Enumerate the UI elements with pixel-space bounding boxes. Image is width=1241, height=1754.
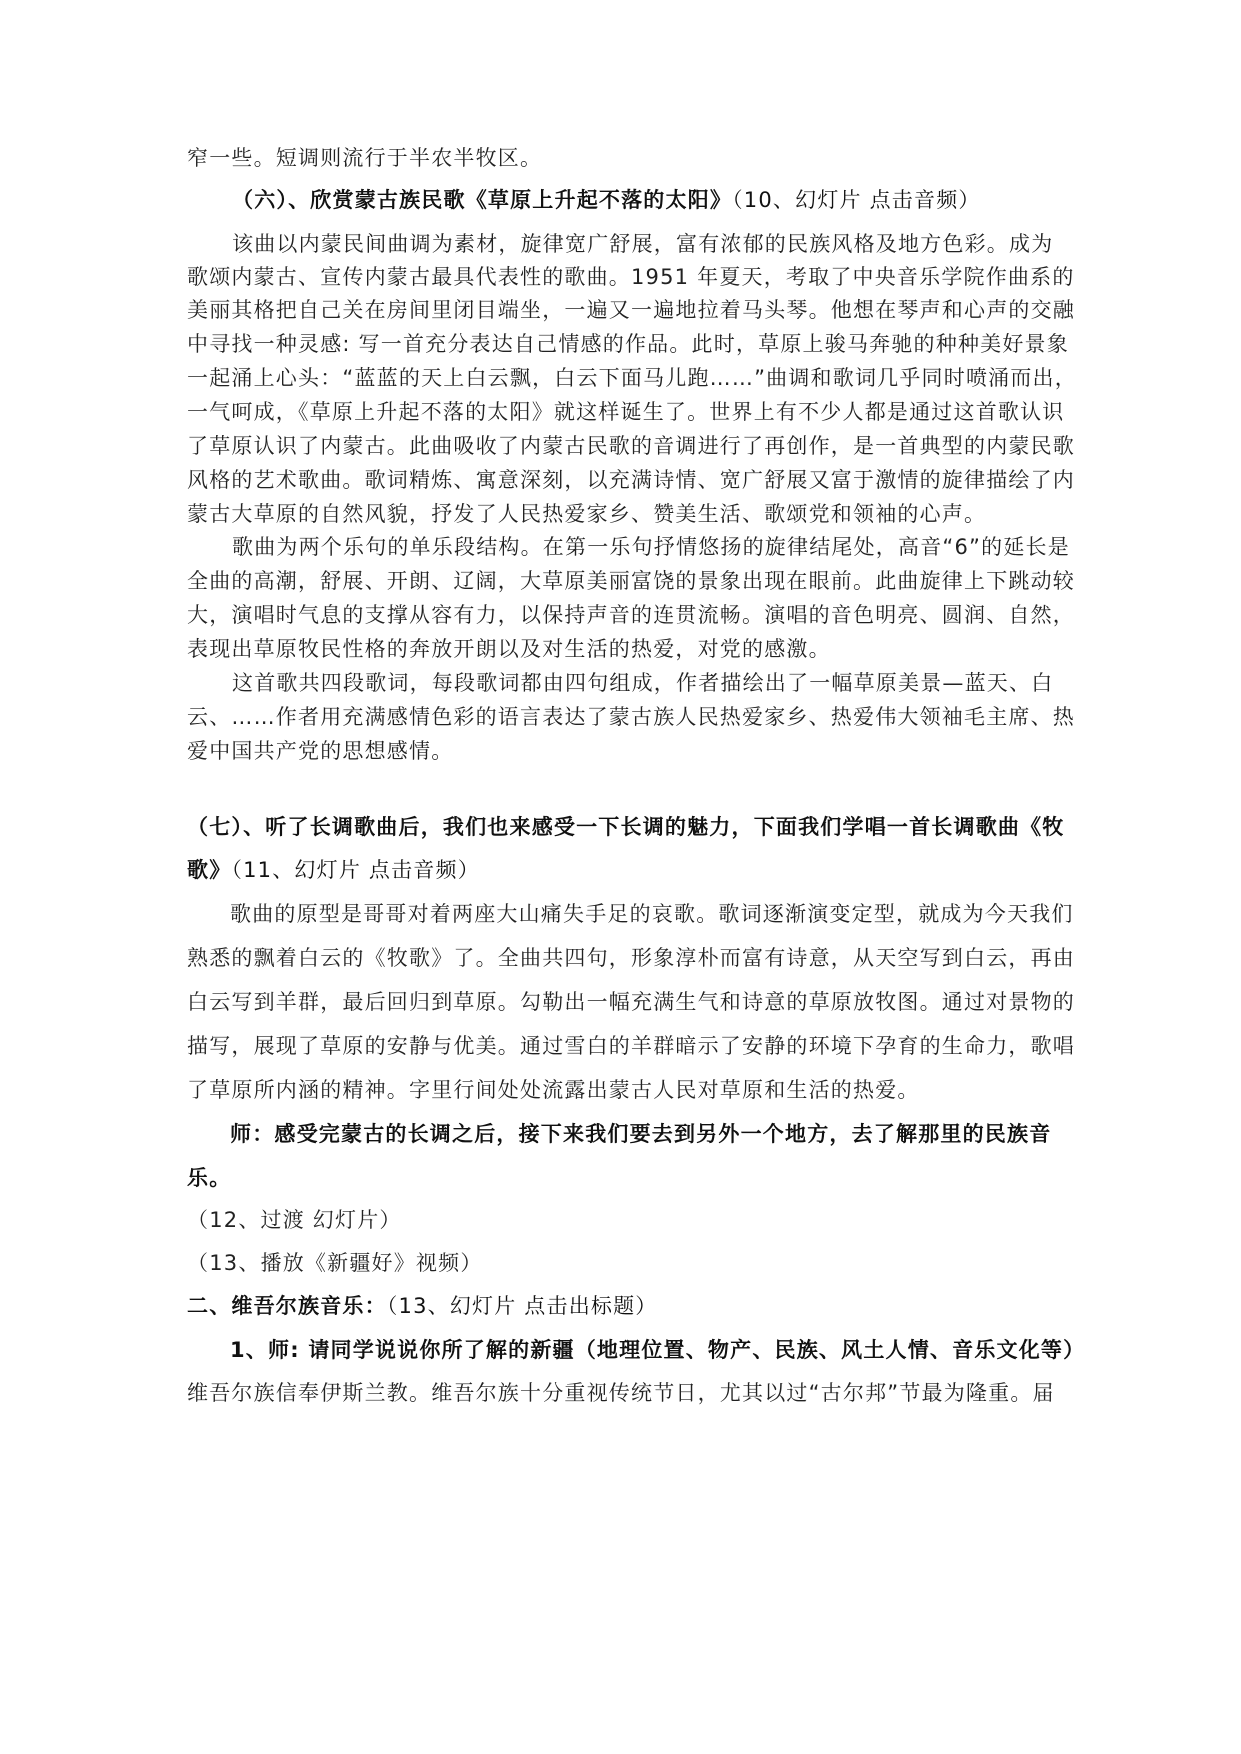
paragraph-line: 该曲以内蒙民间曲调为素材，旋律宽广舒展，富有浓郁的民族风格及地方色彩。成为	[232, 232, 1054, 256]
paragraph-line: 了草原所内涵的精神。字里行间处处流露出蒙古人民对草原和生活的热爱。	[187, 1078, 920, 1102]
paragraph-line: 一气呵成，《草原上升起不落的太阳》就这样诞生了。世界上有不少人都是通过这首歌认识	[187, 400, 1065, 424]
paragraph-line: 描写，展现了草原的安静与优美。通过雪白的羊群暗示了安静的环境下孕育的生命力，歌唱	[187, 1034, 1075, 1058]
teacher-line: 师：感受完蒙古的长调之后，接下来我们要去到另外一个地方，去了解那里的民族音	[230, 1122, 1052, 1146]
paragraph-line: 维吾尔族信奉伊斯兰教。维吾尔族十分重视传统节日，尤其以过“古尔邦”节最为隆重。届	[187, 1381, 1055, 1405]
paragraph-line: 中寻找一种灵感: 写一首充分表达自己情感的作品。此时，草原上骏马奔驰的种种美好景象	[187, 332, 1069, 356]
section-heading-2-note: （13、幻灯片 点击出标题）	[386, 1294, 658, 1318]
section-heading-6-note: （10、幻灯片 点击音频）	[732, 188, 981, 212]
section-heading-2-title: 二、维吾尔族音乐：	[187, 1294, 387, 1318]
section-heading-7: （七）、听了长调歌曲后，我们也来感受一下长调的魅力，下面我们学唱一首长调歌曲《牧	[187, 815, 1065, 839]
section-heading-7-title-end: 歌》	[187, 858, 232, 882]
paragraph-line: 美丽其格把自己关在房间里闭目端坐，一遍又一遍地拉着马头琴。他想在琴声和心声的交融	[187, 298, 1075, 322]
paragraph-line: 蒙古大草原的自然风貌，抒发了人民热爱家乡、赞美生活、歌颂党和领袖的心声。	[187, 502, 987, 526]
section-heading-2	[187, 1291, 1057, 1321]
paragraph-line: 了草原认识了内蒙古。此曲吸收了内蒙古民歌的音调进行了再创作，是一首典型的内蒙民歌	[187, 434, 1075, 458]
paragraph-line: 白云写到羊群，最后回归到草原。勾勒出一幅充满生气和诗意的草原放牧图。通过对景物的	[187, 990, 1075, 1014]
question-line: 1、师: 请同学说说你所了解的新疆（地理位置、物产、民族、风土人情、音乐文化等）	[230, 1338, 1086, 1362]
paragraph-line: 全曲的高潮，舒展、开朗、辽阔，大草原美丽富饶的景象出现在眼前。此曲旋律上下跳动较	[187, 569, 1075, 593]
paragraph-line: 大，演唱时气息的支撑从容有力，以保持声音的连贯流畅。演唱的音色明亮、圆润、自然，	[187, 603, 1075, 627]
paragraph-line: 云、……作者用充满感情色彩的语言表达了蒙古族人民热爱家乡、热爱伟大领袖毛主席、热	[187, 705, 1075, 729]
paragraph-line: 风格的艺术歌曲。歌词精炼、寓意深刻，以充满诗情、宽广舒展又富于激情的旋律描绘了内	[187, 468, 1075, 492]
paragraph-line: 熟悉的飘着白云的《牧歌》了。全曲共四句，形象淳朴而富有诗意，从天空写到白云，再由	[187, 946, 1075, 970]
slide-note: （13、播放《新疆好》视频）	[187, 1251, 483, 1275]
paragraph-line: 一起涌上心头：“蓝蓝的天上白云飘，白云下面马儿跑……”曲调和歌词几乎同时喷涌而出，	[187, 366, 1077, 390]
paragraph-line: 歌曲的原型是哥哥对着两座大山痛失手足的哀歌。歌词逐渐演变定型，就成为今天我们	[230, 902, 1074, 926]
paragraph-line: 歌颂内蒙古、宣传内蒙古最具代表性的歌曲。1951 年夏天，考取了中央音乐学院作曲系的	[187, 265, 1075, 289]
paragraph-line: 这首歌共四段歌词，每段歌词都由四句组成，作者描绘出了一幅草原美景—蓝天、白	[232, 671, 1054, 695]
paragraph-line: 表现出草原牧民性格的奔放开朗以及对生活的热爱，对党的感激。	[187, 637, 831, 661]
section-heading-6	[232, 185, 1057, 215]
paragraph-line: 爱中国共产党的思想感情。	[187, 739, 454, 763]
slide-note: （12、过渡 幻灯片）	[187, 1208, 402, 1232]
paragraph-line: 窄一些。短调则流行于半农半牧区。	[187, 146, 543, 170]
paragraph-line: 歌曲为两个乐句的单乐段结构。在第一乐句抒情悠扬的旋律结尾处，高音“6”的延长是	[232, 535, 1070, 559]
section-heading-6-title: （六）、欣赏蒙古族民歌《草原上升起不落的太阳》	[232, 188, 733, 212]
section-heading-7-note: （11、幻灯片 点击音频）	[231, 858, 480, 882]
teacher-line-cont: 乐。	[187, 1166, 232, 1190]
section-heading-7-cont	[187, 855, 1057, 885]
